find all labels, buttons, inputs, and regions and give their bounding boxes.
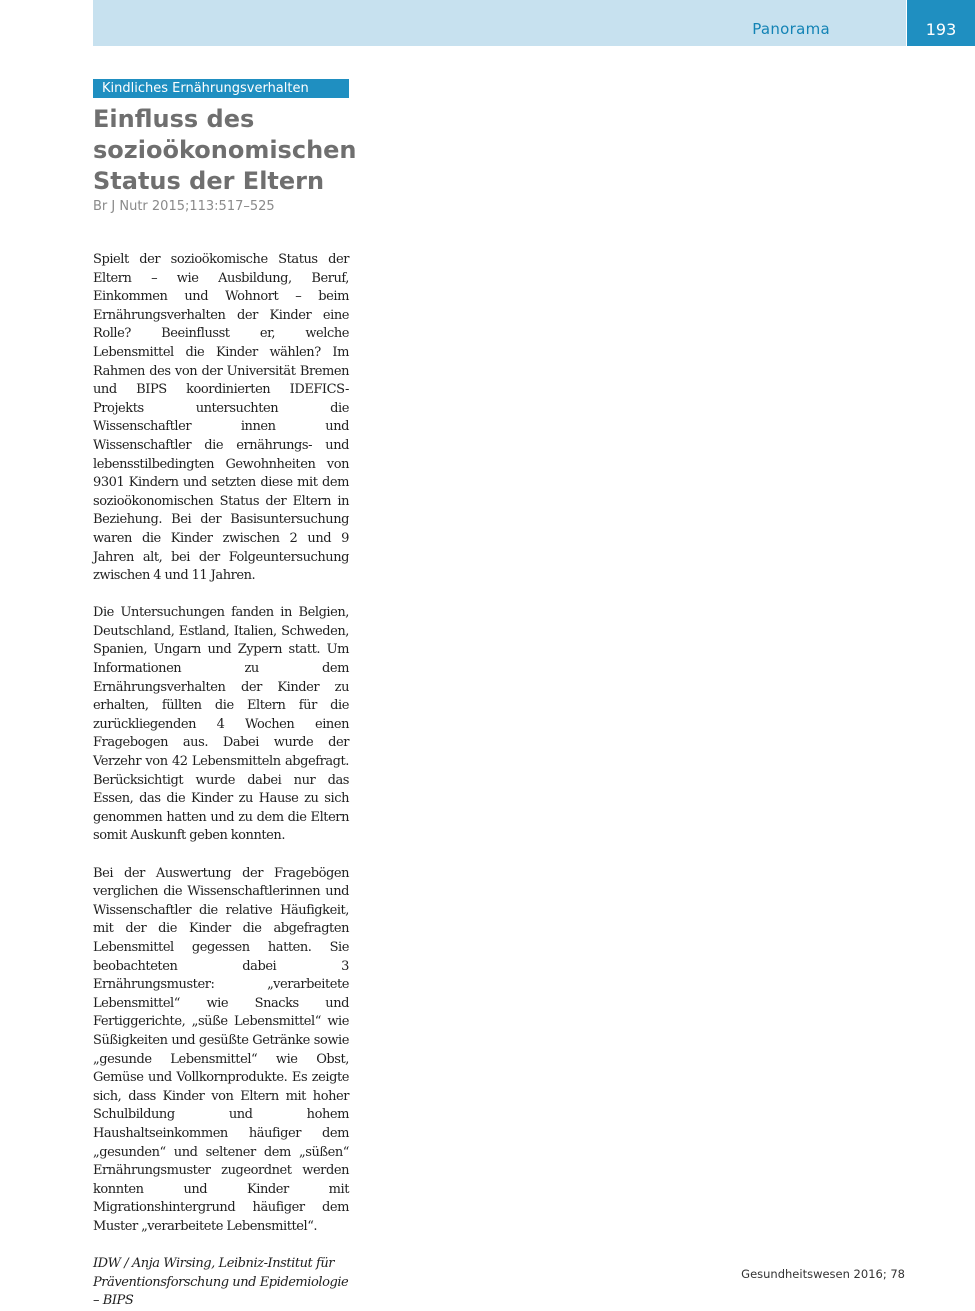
byline-line: – BIPS <box>93 1293 134 1309</box>
byline-line: IDW / Anja Wirsing, Leibniz-Institut für <box>93 1256 335 1272</box>
article-body <box>93 251 349 1236</box>
page-number-box <box>907 0 975 46</box>
body-paragraph: Spielt der sozioökomische Status der Eltern – wie Ausbildung, Beruf, Einkommen und Wohnort – beim Ernährungsverhalten der Kinder eine Rolle? Beeinflusst er, welche Lebensmittel die Kinder wählen? Im Rahmen des von der Universität Bremen und BIPS koordinierten IDEFICS-Projekts untersuchten die Wissenschaftler innen und Wissenschaftler die ernährungs- und lebensstilbedingten Gewohnheiten von 9301 Kindern und setzten diese mit dem sozioökonomischen Status der Eltern in Beziehung. Bei der Basisuntersuchung waren die Kinder zwischen 2 und 9 Jahren alt, bei der Folgeuntersuchung zwischen 4 und 11 Jahren. <box>93 252 349 584</box>
article-title <box>93 104 357 197</box>
title-line: Status der Eltern <box>93 167 325 195</box>
page-number: 193 <box>925 20 957 39</box>
byline-line: Präventionsforschung und Epidemiologie <box>93 1274 349 1290</box>
body-paragraph: Bei der Auswertung der Fragebögen verglichen die Wissenschaftlerinnen und Wissenschaftler die relative Häufigkeit, mit der die Kinder die abgefragten Lebensmittel gegessen hatten. Sie beobachteten dabei 3 Ernährungsmuster: „verarbeitete Lebensmittel“ wie Snacks und Fertiggerichte, „süße Lebensmittel“ wie Süßigkeiten und gesüßte Getränke sowie „gesunde Lebensmittel“ wie Obst, Gemüse und Vollkornprodukte. Es zeigte sich, dass Kinder von Eltern mit hoher Schulbildung und hohem Haushaltseinkommen häufiger dem „gesunden“ und seltener dem „süßen“ Ernährungsmuster zugeordnet werden konnten und Kinder mit Migrationshintergrund häufiger dem Muster „verarbeitete Lebensmittel“. <box>93 865 349 1234</box>
article-kicker: Kindliches Ernährungsverhalten <box>93 79 349 98</box>
body-paragraph: Die Untersuchungen fanden in Belgien, Deutschland, Estland, Italien, Schweden, Spanien, Ungarn und Zypern statt. Um Informationen zu dem Ernährungsverhalten der Kinder zu erhalten, füllten die Eltern für die zurückliegenden 4 Wochen einen Fragebogen aus. Dabei wurde der Verzehr von 42 Lebensmitteln abgefragt. Berücksichtigt wurde dabei nur das Essen, das die Kinder zu Hause zu sich genommen hatten und zu dem die Eltern somit Auskunft geben konnten. <box>93 605 349 844</box>
article-citation: Br J Nutr 2015;113:517–525 <box>93 199 275 214</box>
article <box>93 79 357 1311</box>
header-band <box>93 0 906 46</box>
article-byline <box>93 1255 349 1311</box>
title-line: Einfluss des <box>93 105 255 133</box>
title-line: sozioökonomischen <box>93 136 357 164</box>
section-label: Panorama <box>752 20 830 38</box>
journal-footer: Gesundheitswesen 2016; 78 <box>741 1267 905 1281</box>
